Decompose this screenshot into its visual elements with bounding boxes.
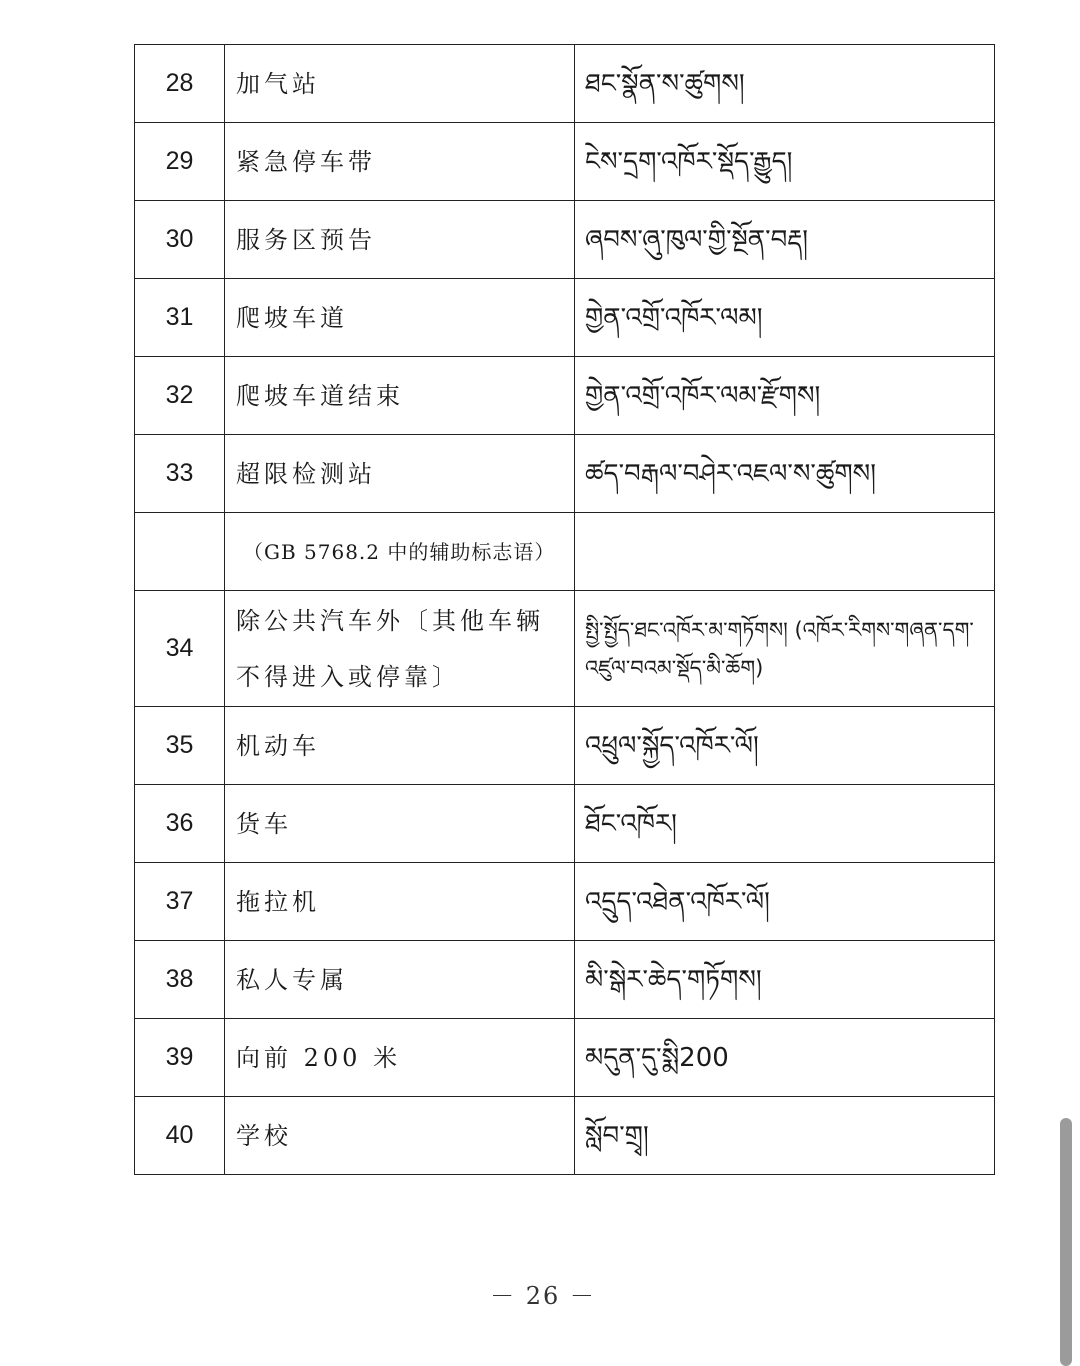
- table-row-section-note: [135, 513, 995, 591]
- row-number: 31: [135, 279, 225, 357]
- terminology-table: [134, 44, 995, 1175]
- chinese-term: 超限检测站: [225, 435, 575, 513]
- row-number: 36: [135, 785, 225, 863]
- table-row: [135, 863, 995, 941]
- row-number: 29: [135, 123, 225, 201]
- chinese-term: 加气站: [225, 45, 575, 123]
- table-row: [135, 1019, 995, 1097]
- table-row: [135, 785, 995, 863]
- table-row: [135, 591, 995, 707]
- row-number: 38: [135, 941, 225, 1019]
- chinese-term: 拖拉机: [225, 863, 575, 941]
- chinese-term: 除公共汽车外〔其他车辆不得进入或停靠〕: [225, 591, 575, 707]
- tibetan-term: ཐོང་འཁོར།: [575, 785, 995, 863]
- row-number: 37: [135, 863, 225, 941]
- tibetan-term: འདྲུད་འཐེན་འཁོར་ལོ།: [575, 863, 995, 941]
- row-number: 34: [135, 591, 225, 707]
- table-row: [135, 123, 995, 201]
- chinese-term: 紧急停车带: [225, 123, 575, 201]
- table-row: [135, 357, 995, 435]
- chinese-term: 货车: [225, 785, 575, 863]
- tibetan-term: སྤྱི་སྤྱོད་ཐང་འཁོར་མ་གཏོགས། (འཁོར་རིགས་གཞན་དག་འཛུལ་བའམ་སྡོད་མི་ཆོག): [575, 591, 995, 707]
- chinese-term: 爬坡车道: [225, 279, 575, 357]
- tibetan-term: གྱེན་འགྲོ་འཁོར་ལམ།: [575, 279, 995, 357]
- row-number: [135, 513, 225, 591]
- tibetan-term: ཞབས་ཞུ་ཁུལ་གྱི་སྔོན་བརྡ།: [575, 201, 995, 279]
- row-number: 33: [135, 435, 225, 513]
- table-row: [135, 707, 995, 785]
- chinese-term: 向前 200 米: [225, 1019, 575, 1097]
- tibetan-term: གྱེན་འགྲོ་འཁོར་ལམ་རྫོགས།: [575, 357, 995, 435]
- scrollbar-thumb[interactable]: [1060, 1118, 1072, 1366]
- table-row: [135, 279, 995, 357]
- row-number: 35: [135, 707, 225, 785]
- row-number: 30: [135, 201, 225, 279]
- tibetan-term: ངེས་དྲག་འཁོར་སྡོད་རྒྱུད།: [575, 123, 995, 201]
- tibetan-term: སློབ་གྲྭ།: [575, 1097, 995, 1175]
- tibetan-term: [575, 513, 995, 591]
- tibetan-term: ཐང་སྣོན་ས་ཚུགས།: [575, 45, 995, 123]
- table-row: [135, 45, 995, 123]
- section-note: （GB 5768.2 中的辅助标志语）: [225, 513, 575, 591]
- tibetan-term: འཕྲུལ་སྐྱོད་འཁོར་ལོ།: [575, 707, 995, 785]
- tibetan-term: མདུན་དུ་སྨི200: [575, 1019, 995, 1097]
- row-number: 40: [135, 1097, 225, 1175]
- chinese-term: 服务区预告: [225, 201, 575, 279]
- row-number: 28: [135, 45, 225, 123]
- chinese-term: 私人专属: [225, 941, 575, 1019]
- table-row: [135, 941, 995, 1019]
- table-row: [135, 435, 995, 513]
- row-number: 39: [135, 1019, 225, 1097]
- chinese-term: 学校: [225, 1097, 575, 1175]
- row-number: 32: [135, 357, 225, 435]
- table-row: [135, 201, 995, 279]
- page-number: － 26 －: [490, 1282, 596, 1310]
- vertical-scrollbar[interactable]: [1060, 1118, 1072, 1366]
- tibetan-term: མི་སྒེར་ཆེད་གཏོགས།: [575, 941, 995, 1019]
- tibetan-term: ཚད་བརྒལ་བཤེར་འཇལ་ས་ཚུགས།: [575, 435, 995, 513]
- chinese-term: 爬坡车道结束: [225, 357, 575, 435]
- chinese-term: 机动车: [225, 707, 575, 785]
- table-row: [135, 1097, 995, 1175]
